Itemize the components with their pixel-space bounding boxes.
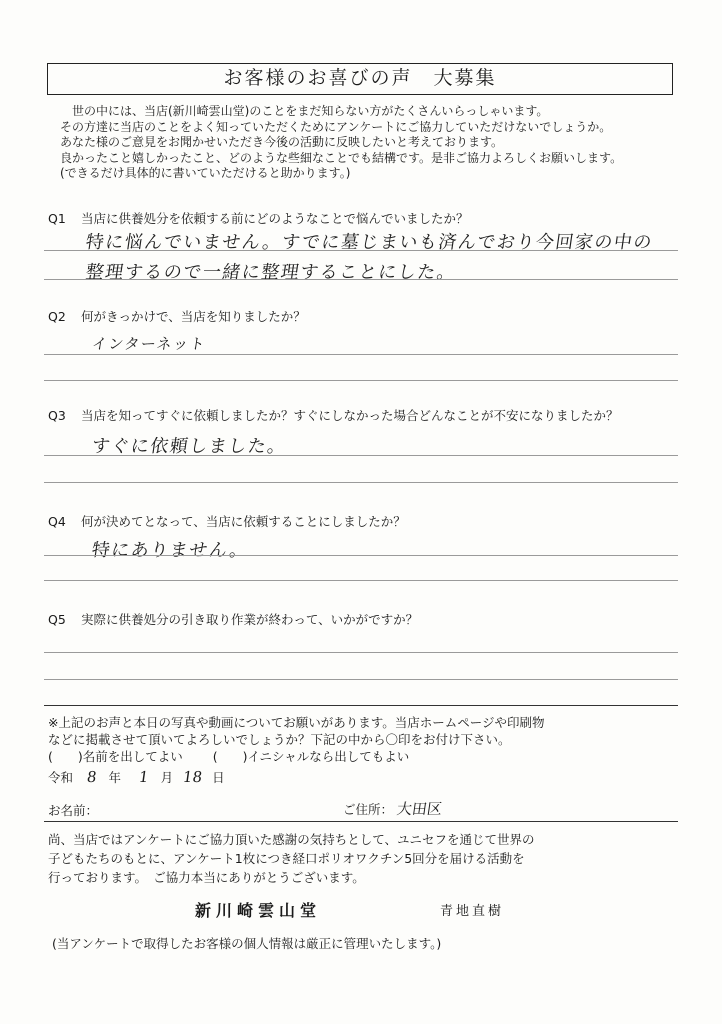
question-number: Q4 [48, 514, 66, 529]
thanks-line: 尚、当店ではアンケートにご協力頂いた感謝の気持ちとして、ユニセフを通じて世界の [48, 832, 535, 847]
consent-option-name[interactable]: ( )名前を出してよい [48, 749, 183, 764]
question-number: Q3 [48, 408, 66, 423]
question-text: 何が決めてとなって、当店に依頼することにしましたか？ [81, 514, 406, 529]
company-name: 新川崎雲山堂 [195, 901, 322, 920]
question-text: 何がきっかけで、当店を知りましたか？ [81, 309, 306, 324]
intro-text [60, 104, 710, 182]
date-month: 1 [137, 768, 150, 786]
notice-line: ※上記のお声と本日の写真や動画についてお願いがあります。当店ホームページや印刷物 [48, 715, 545, 730]
date-day: 18 [181, 768, 204, 786]
answer-rule [44, 580, 678, 581]
question-text: 実際に供養処分の引き取り作業が終わって、いかがですか？ [81, 612, 419, 627]
thanks-text [48, 830, 535, 887]
question-number: Q2 [48, 309, 66, 324]
question-number: Q1 [48, 211, 66, 226]
date-row [48, 768, 225, 786]
intro-line: あなた様のご意見をお聞かせいただき今後の活動に反映したいと考えております。 [60, 135, 504, 150]
thanks-line: 子どもたちのもとに、アンケート1枚につき経口ポリオワクチン5回分を届ける活動を [48, 851, 525, 866]
privacy-notice: (当アンケートで取得したお客様の個人情報は厳正に管理いたします。) [52, 936, 442, 951]
date-year: 8 [85, 768, 98, 786]
answer-3-line-1: すぐに依頼しました。 [90, 436, 289, 457]
question-2 [48, 307, 306, 325]
answer-rule [44, 250, 678, 251]
answer-rule [44, 380, 678, 381]
answer-1-line-1: 特に悩んでいません。すでに墓じまいも済んでおり今回家の中の [84, 232, 655, 253]
question-3 [48, 406, 619, 424]
question-1 [48, 209, 469, 227]
answer-rule [44, 279, 678, 280]
consent-option-initials[interactable]: ( )イニシャルなら出してもよい [212, 749, 410, 764]
thanks-line: 行っております。 ご協力本当にありがとうございます。 [48, 870, 365, 885]
address-value: 大田区 [395, 800, 444, 818]
intro-line: 世の中には、当店(新川崎雲山堂)のことをまだ知らない方がたくさんいらっしゃいます。 [60, 104, 549, 118]
answer-rule [44, 354, 678, 355]
answer-4-line-1: 特にありません。 [90, 540, 251, 561]
notice-text [48, 714, 544, 765]
name-address-underline [44, 821, 678, 822]
answer-rule [44, 679, 678, 680]
name-field [48, 801, 98, 819]
consent-options [48, 748, 544, 765]
question-text: 当店に供養処分を依頼する前にどのようなことで悩んでいましたか？ [81, 211, 469, 226]
question-5 [48, 610, 418, 628]
date-month-unit: 月 [160, 770, 174, 785]
date-year-unit: 年 [108, 770, 122, 785]
intro-line: (できるだけ具体的に書いていただけると助かります。) [60, 166, 351, 181]
address-field [343, 798, 442, 819]
representative-name: 青地直樹 [440, 904, 505, 919]
answer-rule [44, 555, 678, 556]
intro-line: 良かったこと嬉しかったこと、どのような些細なことでも結構です。是非ご協力よろしくお願いします。 [60, 150, 623, 165]
question-number: Q5 [48, 612, 66, 627]
answer-1-line-2: 整理するので一緒に整理することにした。 [84, 262, 458, 283]
answer-rule [44, 455, 678, 456]
notice-line: などに掲載させて頂いてよろしいでしょうか？下記の中から〇印をお付け下さい。 [48, 732, 511, 747]
date-day-unit: 日 [212, 770, 225, 785]
date-era: 令和 [48, 770, 74, 785]
intro-line: その方達に当店のことをよく知っていただくためにアンケートにご協力していただけないでしょうか。 [60, 119, 612, 134]
address-label: ご住所： [343, 802, 394, 817]
answer-rule [44, 652, 678, 653]
answer-2-line-1: インターネット [90, 335, 208, 353]
question-text: 当店を知ってすぐに依頼しましたか？すぐにしなかった場合どんなことが不安になりましたか？ [81, 408, 619, 423]
answer-rule [44, 482, 678, 483]
section-divider [44, 705, 678, 706]
page-title: お客様のお喜びの声 大募集 [47, 63, 673, 95]
question-4 [48, 512, 406, 530]
name-label: お名前： [48, 803, 99, 818]
